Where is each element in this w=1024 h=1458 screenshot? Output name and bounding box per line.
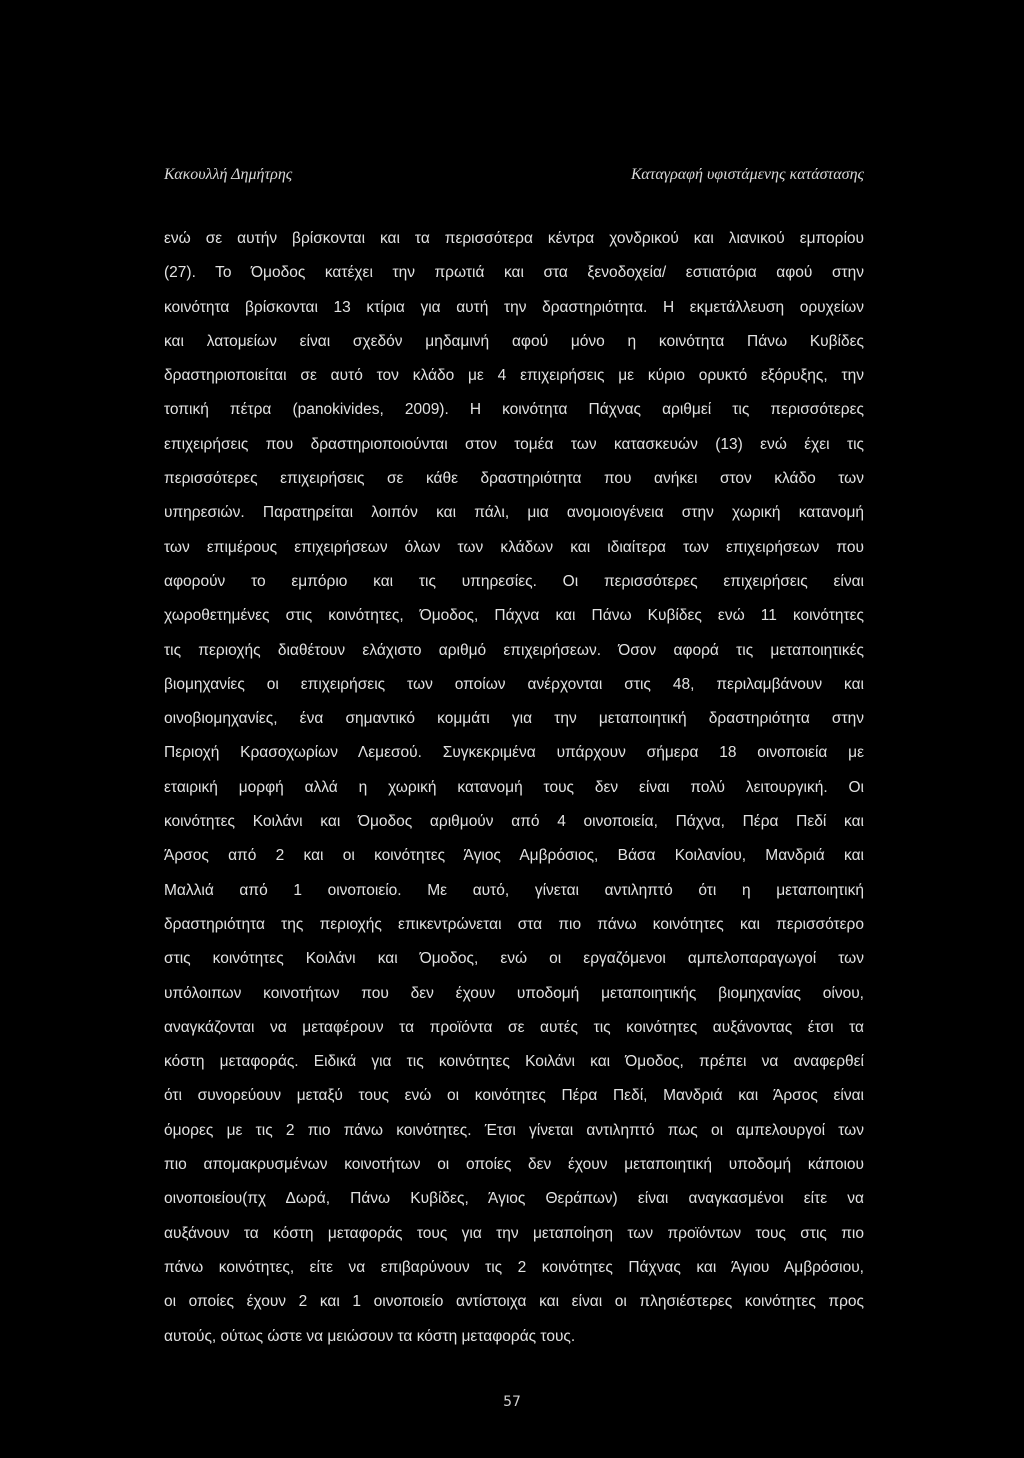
paragraph-line: δραστηριοποιείται σε αυτό τον κλάδο με 4 επιχειρήσεις με κύριο ορυκτό εξόρυξης, την xyxy=(164,367,864,385)
paragraph-line: κοινότητα βρίσκονται 13 κτίρια για αυτή την δραστηριότητα. Η εκμετάλλευση ορυχείων xyxy=(164,298,864,316)
paragraph-line: περισσότερες επιχειρήσεις σε κάθε δραστηριότητα που ανήκει στον κλάδο των xyxy=(164,470,864,488)
paragraph-line: (27). Το Όμοδος κατέχει την πρωτιά και στα ξενοδοχεία/ εστιατόρια αφού στην xyxy=(164,264,864,282)
paragraph-line: τοπική πέτρα (panokivides, 2009). Η κοινότητα Πάχνας αριθμεί τις περισσότερες xyxy=(164,401,864,419)
paragraph-line: των επιμέρους επιχειρήσεων όλων των κλάδων και ιδιαίτερα των επιχειρήσεων που xyxy=(164,538,864,556)
paragraph-line: βιομηχανίες οι επιχειρήσεις των οποίων ανέρχονται στις 48, περιλαμβάνουν και xyxy=(164,675,864,693)
paragraph-line: πιο απομακρυσμένων κοινοτήτων οι οποίες δεν έχουν μεταποιητική υποδομή κάποιου xyxy=(164,1156,864,1174)
paragraph-line: εταιρική μορφή αλλά η χωρική κατανομή τους δεν είναι πολύ λειτουργική. Οι xyxy=(164,778,864,796)
paragraph-line: χωροθετημένες στις κοινότητες, Όμοδος, Πάχνα και Πάνω Κυβίδες ενώ 11 κοινότητες xyxy=(164,607,864,625)
paragraph-line: Περιοχή Κρασοχωρίων Λεμεσού. Συγκεκριμένα υπάρχουν σήμερα 18 οινοποιεία με xyxy=(164,744,864,762)
paragraph-line: δραστηριότητα της περιοχής επικεντρώνεται στα πιο πάνω κοινότητες και περισσότερο xyxy=(164,915,864,933)
paragraph-line: οινοβιομηχανίες, ένα σημαντικό κομμάτι για την μεταποιητική δραστηριότητα στην xyxy=(164,710,864,728)
page-number: 57 xyxy=(503,1394,521,1410)
paragraph-line: στις κοινότητες Κοιλάνι και Όμοδος, ενώ οι εργαζόμενοι αμπελοπαραγωγοί των xyxy=(164,950,864,968)
paragraph-line: οι οποίες έχουν 2 και 1 οινοποιείο αντίστοιχα και είναι οι πλησιέστερες κοινότητες προς xyxy=(164,1293,864,1311)
header-author: Κακουλλή Δημήτρης xyxy=(164,166,293,183)
paragraph-line: όμορες με τις 2 πιο πάνω κοινότητες. Έτσι γίνεται αντιληπτό πως οι αμπελουργοί των xyxy=(164,1121,864,1139)
paragraph-line: ενώ σε αυτήν βρίσκονται και τα περισσότερα κέντρα χονδρικού και λιανικού εμπορίου xyxy=(164,230,864,247)
paragraph-line: υπηρεσιών. Παρατηρείται λοιπόν και πάλι, μια ανομοιογένεια στην χωρική κατανομή xyxy=(164,504,864,522)
paragraph-line: και λατομείων είναι σχεδόν μηδαμινή αφού μόνο η κοινότητα Πάνω Κυβίδες xyxy=(164,332,864,350)
body-paragraph xyxy=(164,222,864,1354)
paragraph-line: κόστη μεταφοράς. Ειδικά για τις κοινότητες Κοιλάνι και Όμοδος, πρέπει να αναφερθεί xyxy=(164,1053,864,1071)
paragraph-line: αυξάνουν τα κόστη μεταφοράς τους για την μεταποίηση των προϊόντων τους στις πιο xyxy=(164,1224,864,1242)
paragraph-line: υπόλοιπων κοινοτήτων που δεν έχουν υποδομή μεταποιητικής βιομηχανίας οίνου, xyxy=(164,984,864,1002)
header-title: Καταγραφή υφιστάμενης κατάστασης xyxy=(631,166,864,183)
paragraph-line: οινοποιείου(πχ Δωρά, Πάνω Κυβίδες, Άγιος Θεράπων) είναι αναγκασμένοι είτε να xyxy=(164,1190,864,1208)
paragraph-line: αφορούν το εμπόριο και τις υπηρεσίες. Οι περισσότερες επιχειρήσεις είναι xyxy=(164,572,864,590)
paragraph-line: πάνω κοινότητες, είτε να επιβαρύνουν τις 2 κοινότητες Πάχνας και Άγιου Αμβρόσιου, xyxy=(164,1258,864,1276)
paragraph-line: ότι συνορεύουν μεταξύ τους ενώ οι κοινότητες Πέρα Πεδί, Μανδριά και Άρσος είναι xyxy=(164,1087,864,1105)
paragraph-line: κοινότητες Κοιλάνι και Όμοδος αριθμούν από 4 οινοποιεία, Πάχνα, Πέρα Πεδί και xyxy=(164,813,864,831)
paragraph-line: αναγκάζονται να μεταφέρουν τα προϊόντα σε αυτές τις κοινότητες αυξάνοντας έτσι τα xyxy=(164,1018,864,1036)
paragraph-line: επιχειρήσεις που δραστηριοποιούνται στον τομέα των κατασκευών (13) ενώ έχει τις xyxy=(164,435,864,453)
paragraph-line: τις περιοχής διαθέτουν ελάχιστο αριθμό επιχειρήσεων. Όσον αφορά τις μεταποιητικές xyxy=(164,641,864,659)
paragraph-line: αυτούς, ούτως ώστε να μειώσουν τα κόστη μεταφοράς τους. xyxy=(164,1327,576,1345)
paragraph-line: Μαλλιά από 1 οινοποιείο. Με αυτό, γίνεται αντιληπτό ότι η μεταποιητική xyxy=(164,881,864,899)
paragraph-line: Άρσος από 2 και οι κοινότητες Άγιος Αμβρόσιος, Βάσα Κοιλανίου, Μανδριά και xyxy=(164,847,864,865)
